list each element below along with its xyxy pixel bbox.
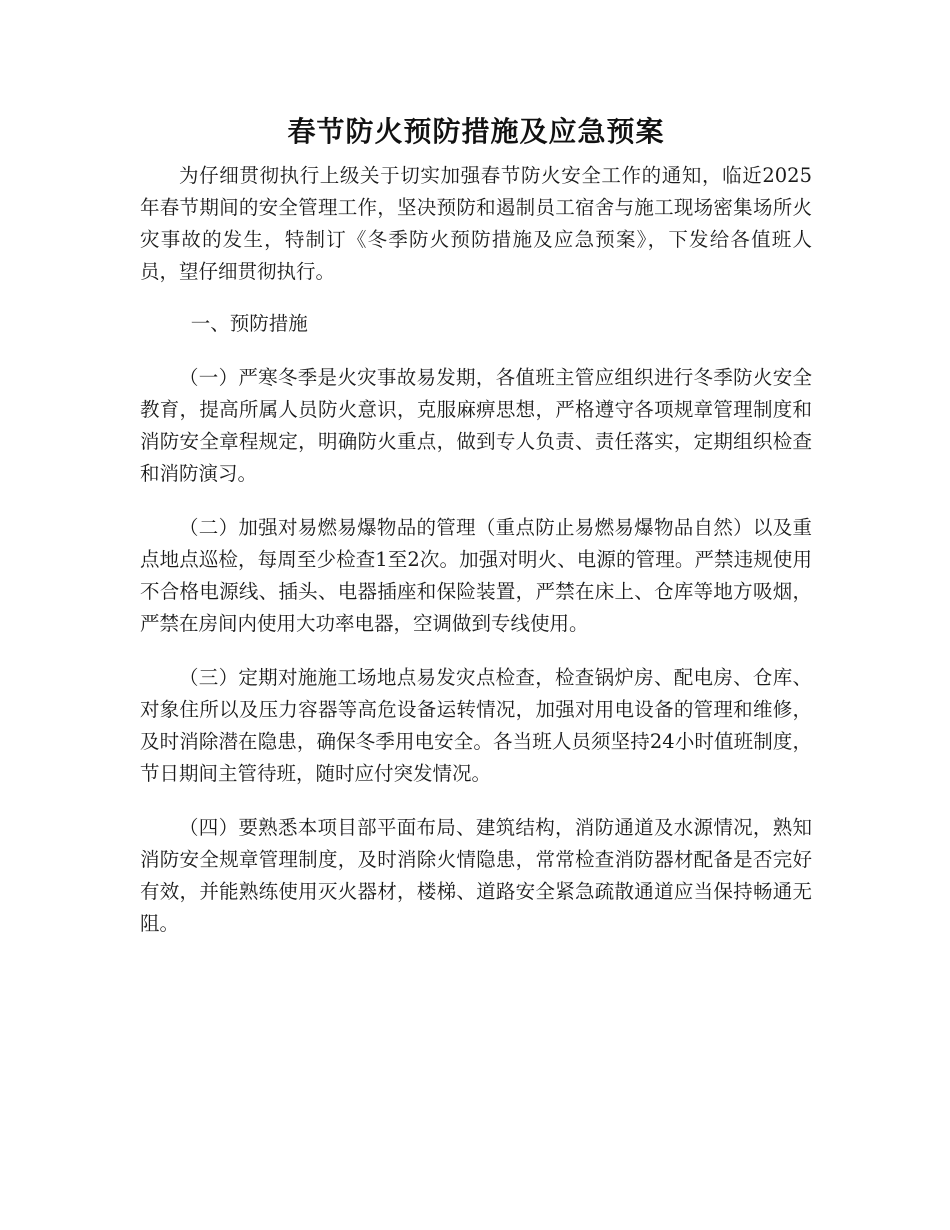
document-page <box>140 110 812 940</box>
measure-item-4: （四）要熟悉本项目部平面布局、建筑结构，消防通道及水源情况，熟知消防安全规章管理制度，及时消除火情隐患，常常检查消防器材配备是否完好有效，并能熟练使用灭火器材，楼梯、道路安全紧急疏散通道应当保持畅通无阻。 <box>140 816 812 935</box>
intro-paragraph: 为仔细贯彻执行上级关于切实加强春节防火安全工作的通知，临近2025年春节期间的安全管理工作，坚决预防和遏制员工宿舍与施工现场密集场所火灾事故的发生，特制订《冬季防火预防措施及应急预案》，下发给各值班人员，望仔细贯彻执行。 <box>140 164 812 283</box>
measure-item-2: （二）加强对易燃易爆物品的管理（重点防止易燃易爆物品自然）以及重点地点巡检，每周至少检查1至2次。加强对明火、电源的管理。严禁违规使用不合格电源线、插头、电器插座和保险装置，严禁在床上、仓库等地方吸烟，严禁在房间内使用大功率电器，空调做到专线使用。 <box>140 516 812 635</box>
document-title: 春节防火预防措施及应急预案 <box>287 115 665 148</box>
measure-item-3: （三）定期对施施工场地点易发灾点检查，检查锅炉房、配电房、仓库、对象住所以及压力容器等高危设备运转情况，加强对用电设备的管理和维修，及时消除潜在隐患，确保冬季用电安全。各当班人员须坚持24小时值班制度，节日期间主管待班，随时应付突发情况。 <box>140 666 812 785</box>
section-heading-prevention: 一、预防措施 <box>190 312 308 335</box>
measure-item-1: （一）严寒冬季是火灾事故易发期，各值班主管应组织进行冬季防火安全教育，提高所属人员防火意识，克服麻痹思想，严格遵守各项规章管理制度和消防安全章程规定，明确防火重点，做到专人负责、责任落实，定期组织检查和消防演习。 <box>140 366 812 485</box>
